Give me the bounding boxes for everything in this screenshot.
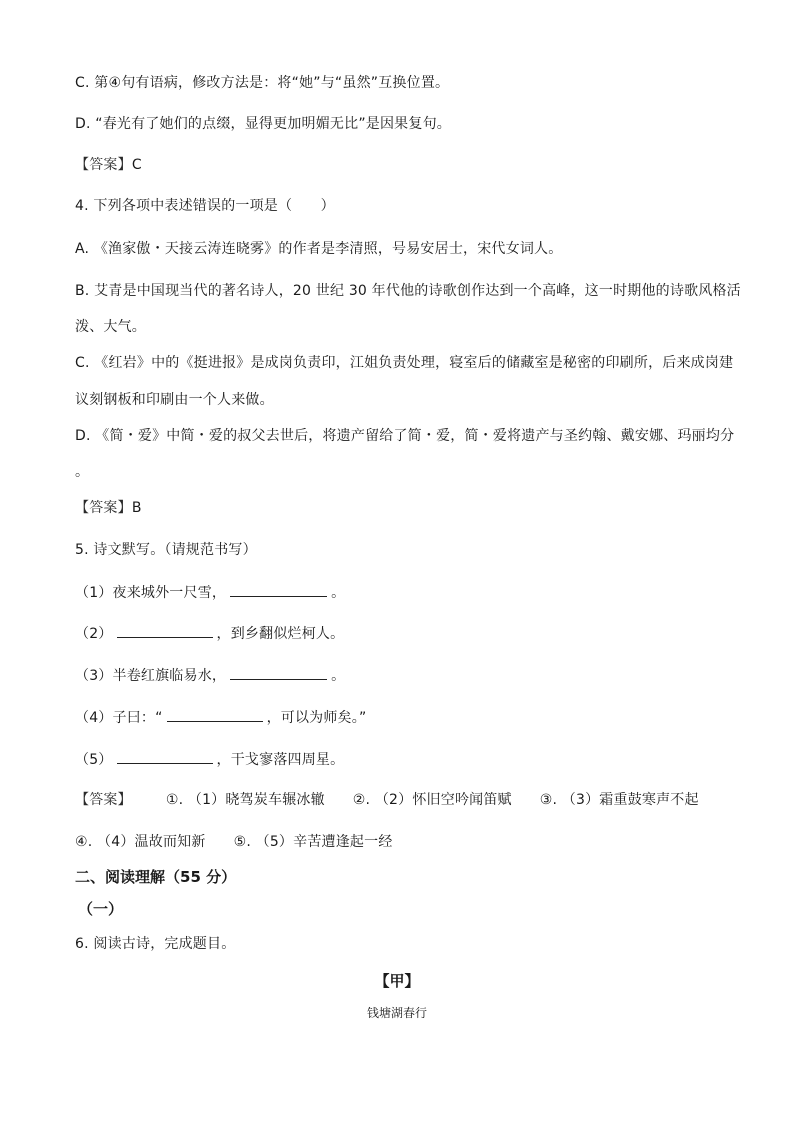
answer-item: ⑤. （5）辛苦遭逢起一经: [233, 834, 393, 850]
q5-3-suffix: 。: [331, 668, 346, 684]
question-6-stem: 6. 阅读古诗，完成题目。: [75, 936, 236, 952]
answer-tag: 【答案】: [75, 157, 132, 173]
option-c-q4-line1: C. 《红岩》中的《挺进报》是成岗负责印，江姐负责处理，寝室后的储藏室是秘密的印刷所，后来成岗建: [75, 355, 734, 371]
q5-item-3: [75, 665, 725, 686]
answer-q5-line1: [75, 790, 725, 810]
answer-q5-line2: [75, 832, 725, 852]
option-d-q4-line1: D. 《简・爱》中简・爱的叔父去世后，将遗产留给了简・爱，简・爱将遗产与圣约翰、戴安娜、玛丽均分: [75, 428, 735, 444]
q5-5-suffix: ，干戈寥落四周星。: [216, 752, 345, 768]
option-d-q3: D. “春光有了她们的点缀，显得更加明媚无比”是因果复句。: [75, 116, 451, 132]
q5-item-4: [75, 707, 725, 728]
answer-tag: 【答案】: [75, 500, 132, 516]
q5-item-2: [75, 623, 725, 644]
answer-item: ③. （3）霜重鼓寒声不起: [539, 792, 699, 808]
answer-value: B: [131, 500, 142, 516]
poem-label: 【甲】: [374, 972, 420, 990]
answer-item: ②. （2）怀旧空吟闻笛赋: [352, 792, 512, 808]
q5-2-prefix: （2）: [75, 626, 113, 642]
option-c-q4-line2: 议刻钢板和印刷由一个人来做。: [75, 392, 274, 408]
subsection-heading: （一）: [78, 900, 124, 918]
answer-q4: [75, 498, 725, 518]
q5-5-prefix: （5）: [75, 752, 113, 768]
section-heading: 二、阅读理解（55 分）: [75, 868, 237, 886]
q5-3-prefix: （3）半卷红旗临易水，: [75, 668, 227, 684]
answer-item: ④. （4）温故而知新: [75, 834, 206, 850]
answer-value: C: [131, 157, 142, 173]
q5-item-5: [75, 749, 725, 770]
q5-4-suffix: ，可以为师矣。”: [266, 710, 367, 726]
answer-item: ①. （1）晓驾炭车辗冰辙: [165, 792, 325, 808]
option-b-q4-line1: B. 艾青是中国现当代的著名诗人，20 世纪 30 年代他的诗歌创作达到一个高峰，这一时期他的诗歌风格活: [75, 283, 741, 299]
fill-blank[interactable]: [167, 707, 263, 722]
answer-tag: 【答案】: [75, 792, 132, 808]
fill-blank[interactable]: [230, 582, 327, 597]
q5-item-1: [75, 582, 725, 603]
option-c-q3: C. 第④句有语病，修改方法是：将“她”与“虽然”互换位置。: [75, 75, 450, 91]
answer-q3: [75, 155, 725, 175]
question-4-stem: 4. 下列各项中表述错误的一项是（ ）: [75, 198, 335, 214]
fill-blank[interactable]: [117, 749, 213, 764]
fill-blank[interactable]: [230, 665, 327, 680]
question-5-stem: 5. 诗文默写。（请规范书写）: [75, 542, 257, 558]
q5-2-suffix: ，到乡翻似烂柯人。: [216, 626, 345, 642]
q5-1-prefix: （1）夜来城外一尺雪，: [75, 585, 227, 601]
q5-4-prefix: （4）子曰：“: [75, 710, 163, 726]
poem-title: 钱塘湖春行: [366, 1006, 427, 1020]
option-d-q4-line2: 。: [75, 464, 90, 480]
option-b-q4-line2: 泼、大气。: [75, 319, 146, 335]
q5-1-suffix: 。: [331, 585, 346, 601]
option-a-q4: A. 《渔家傲・天接云涛连晓雾》的作者是李清照，号易安居士，宋代女词人。: [75, 241, 563, 257]
fill-blank[interactable]: [117, 623, 213, 638]
